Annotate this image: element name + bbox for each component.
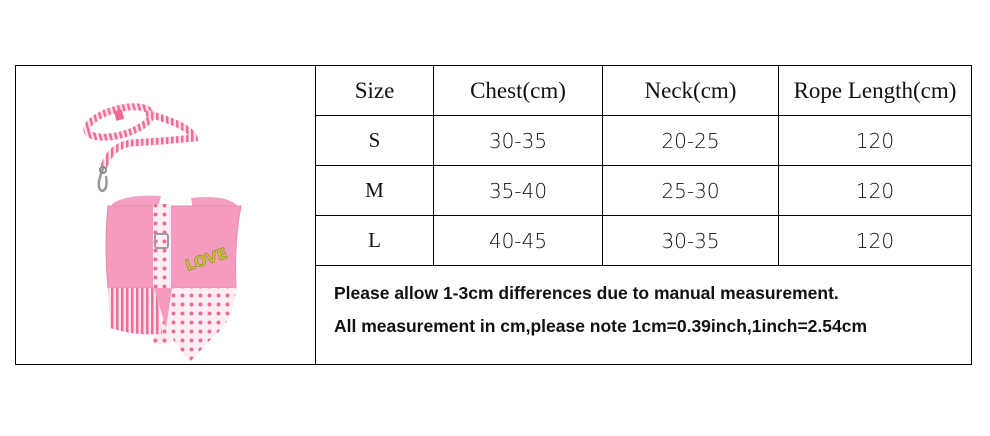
size-table (316, 66, 971, 364)
size-cell: M (316, 166, 434, 215)
product-photo (16, 66, 316, 364)
header-rope-length: Rope Length(cm) (793, 77, 957, 103)
header-neck: Neck(cm) (603, 66, 779, 115)
harness-leash-illustration (16, 66, 315, 364)
harness-vest (106, 196, 241, 362)
size-cell: L (316, 216, 434, 265)
header-chest: Chest(cm) (434, 66, 603, 115)
neck-cell: 30-35 (603, 216, 779, 265)
neck-cell: 25-30 (603, 166, 779, 215)
header-size: Size (316, 66, 434, 115)
chest-cell: 35-40 (434, 166, 603, 215)
note-line: Please allow 1-3cm differences due to manual measurement. (334, 283, 839, 303)
love-patch: LOVE (182, 244, 230, 275)
note-line: All measurement in cm,please note 1cm=0.39inch,1inch=2.54cm (334, 316, 868, 336)
size-cell: S (316, 116, 434, 165)
chest-cell: 30-35 (434, 116, 603, 165)
rope-cell: 120 (855, 228, 895, 253)
leash (84, 101, 194, 191)
table-row (316, 116, 971, 166)
table-row (316, 216, 971, 266)
rope-cell: 120 (855, 178, 895, 203)
measurement-notes (316, 266, 971, 364)
table-header-row (316, 66, 971, 116)
neck-cell: 20-25 (603, 116, 779, 165)
rope-cell: 120 (855, 128, 895, 153)
size-chart-frame (15, 65, 972, 365)
table-row (316, 166, 971, 216)
chest-cell: 40-45 (434, 216, 603, 265)
